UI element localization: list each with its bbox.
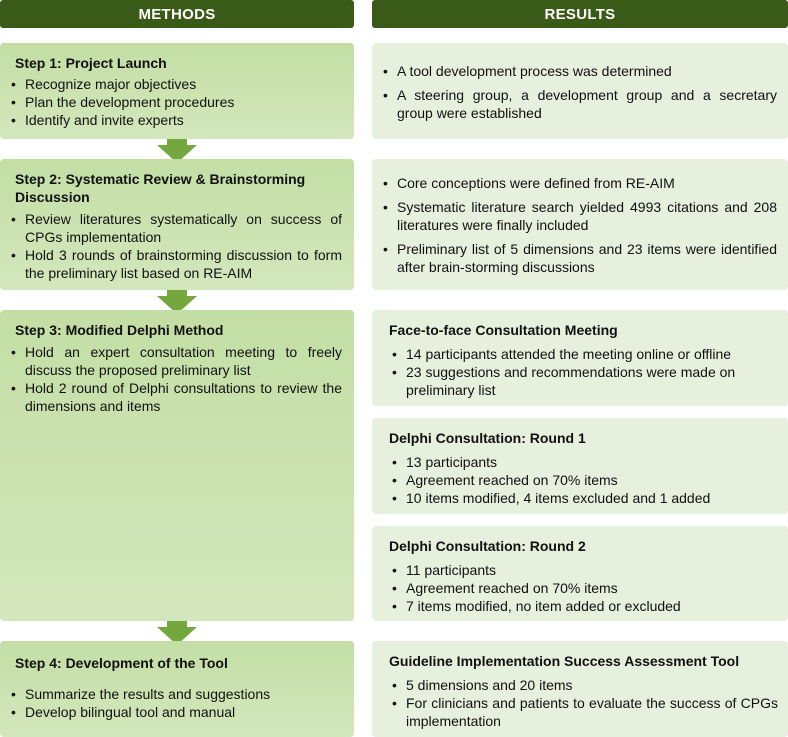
- tool-result-box: [372, 641, 788, 737]
- consultation-meeting-title: Face-to-face Consultation Meeting: [389, 322, 618, 338]
- bullet: • Hold 3 rounds of brainstorming discussion to form the preliminary list based on RE-AIM: [11, 246, 342, 282]
- result-1-box: [372, 43, 788, 139]
- bullet: • 5 dimensions and 20 items: [392, 676, 778, 694]
- results-header: RESULTS: [372, 0, 788, 28]
- bullet: • 14 participants attended the meeting online or offline: [392, 345, 778, 363]
- bullet: • 11 participants: [392, 561, 778, 579]
- delphi-round-1-box: [372, 418, 788, 514]
- bullet: • Hold 2 round of Delphi consultations to review the dimensions and items: [11, 379, 342, 415]
- delphi-round-1-title: Delphi Consultation: Round 1: [389, 430, 586, 446]
- result-2-box: [372, 159, 788, 290]
- delphi-round-1-bullets: [392, 453, 778, 507]
- bullet: • Agreement reached on 70% items: [392, 579, 778, 597]
- methods-header: METHODS: [0, 0, 354, 28]
- bullet: • Summarize the results and suggestions: [11, 685, 341, 703]
- consultation-meeting-box: [372, 310, 788, 406]
- step-1-box: [0, 43, 354, 139]
- bullet: • Plan the development procedures: [11, 93, 341, 111]
- bullet: • A tool development process was determined: [383, 62, 777, 80]
- tool-result-bullets: [392, 676, 778, 730]
- step-1-bullets: [11, 75, 341, 129]
- delphi-round-2-box: [372, 526, 788, 621]
- step-3-bullets: [11, 343, 342, 415]
- bullet: • For clinicians and patients to evaluate the success of CPGs implementation: [392, 694, 778, 730]
- step-3-title: Step 3: Modified Delphi Method: [15, 322, 224, 338]
- bullet: • 23 suggestions and recommendations were made on preliminary list: [392, 363, 778, 399]
- step-4-title: Step 4: Development of the Tool: [15, 655, 228, 671]
- bullet: • Preliminary list of 5 dimensions and 23 items were identified after brain-storming discussions: [383, 240, 777, 276]
- bullet: • 7 items modified, no item added or excluded: [392, 597, 778, 615]
- bullet: • Review literatures systematically on success of CPGs implementation: [11, 210, 342, 246]
- bullet: • Core conceptions were defined from RE-AIM: [383, 174, 777, 192]
- delphi-round-2-title: Delphi Consultation: Round 2: [389, 538, 586, 554]
- bullet: • Develop bilingual tool and manual: [11, 703, 341, 721]
- step-1-title: Step 1: Project Launch: [15, 55, 167, 71]
- step-2-box: [0, 159, 354, 290]
- step-2-title: Step 2: Systematic Review & Brainstorming Discussion: [15, 171, 306, 205]
- bullet: • A steering group, a development group and a secretary group were established: [383, 86, 777, 122]
- step-4-bullets: [11, 685, 341, 721]
- step-3-box: [0, 310, 354, 621]
- bullet: • Recognize major objectives: [11, 75, 341, 93]
- result-1-bullets: [383, 62, 777, 122]
- step-4-box: [0, 641, 354, 737]
- bullet: • 13 participants: [392, 453, 778, 471]
- result-2-bullets: [383, 174, 777, 276]
- bullet: • Hold an expert consultation meeting to freely discuss the proposed preliminary list: [11, 343, 342, 379]
- consultation-meeting-bullets: [392, 345, 778, 399]
- bullet: • Agreement reached on 70% items: [392, 471, 778, 489]
- bullet: • Identify and invite experts: [11, 111, 341, 129]
- bullet: • Systematic literature search yielded 4993 citations and 208 literatures were finally included: [383, 198, 777, 234]
- tool-result-title: Guideline Implementation Success Assessment Tool: [389, 653, 740, 669]
- step-2-bullets: [11, 210, 342, 282]
- delphi-round-2-bullets: [392, 561, 778, 615]
- bullet: • 10 items modified, 4 items excluded and 1 added: [392, 489, 778, 507]
